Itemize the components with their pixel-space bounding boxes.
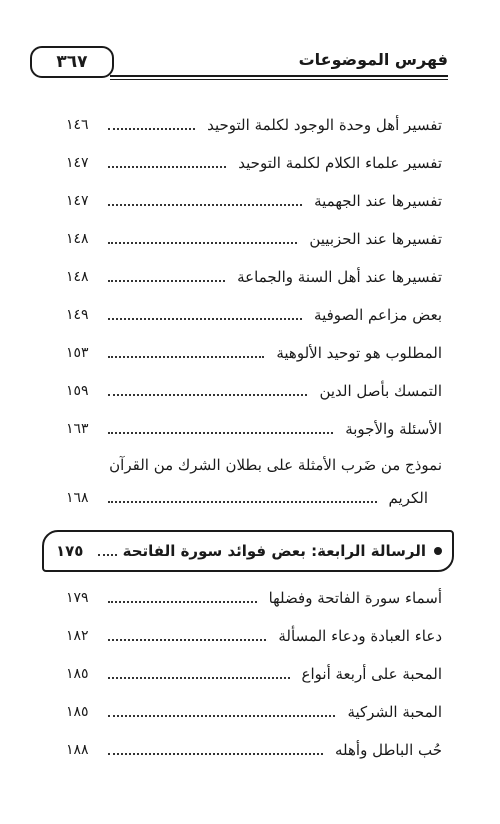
leader-dots	[108, 128, 195, 130]
toc-entry-title: بعض مزاعم الصوفية	[314, 306, 442, 324]
leader-dots	[108, 432, 333, 434]
leader-dots	[108, 753, 323, 755]
toc-entry-title: تفسيرها عند الحزبيين	[309, 230, 442, 248]
toc-entry-title: تفسيرها عند الجهمية	[314, 192, 442, 210]
toc-entry[interactable]	[66, 415, 442, 443]
toc-entry-title: حُب الباطل وأهله	[335, 741, 442, 759]
leader-dots	[108, 280, 225, 282]
leader-dots	[108, 356, 264, 358]
toc-entry[interactable]	[66, 736, 442, 764]
toc-entry[interactable]	[66, 622, 442, 650]
page-header	[30, 44, 448, 82]
toc-entry-title: دعاء العبادة ودعاء المسألة	[278, 627, 442, 645]
toc-entry[interactable]	[66, 149, 442, 177]
toc-entry[interactable]	[66, 301, 442, 329]
toc-entry[interactable]	[66, 111, 442, 139]
toc-entry-title: تفسير أهل وحدة الوجود لكلمة التوحيد	[207, 116, 442, 134]
toc-entry-title: تفسيرها عند أهل السنة والجماعة	[237, 268, 442, 286]
toc-entry[interactable]	[66, 377, 442, 405]
toc-entry-page: ١٦٣	[66, 421, 89, 437]
toc-entry-page: ١٧٩	[66, 590, 89, 606]
toc-entry[interactable]	[66, 698, 442, 726]
section-page: ١٧٥	[56, 542, 84, 560]
leader-dots	[108, 166, 226, 168]
leader-dots	[108, 204, 302, 206]
leader-dots	[108, 601, 257, 603]
toc-entry[interactable]	[66, 225, 442, 253]
toc-entry-title: المحبة على أربعة أنواع	[301, 665, 442, 683]
leader-dots	[108, 242, 297, 244]
leader-dots	[98, 554, 117, 556]
toc-entry-title: المحبة الشركية	[347, 703, 442, 721]
leader-dots	[108, 318, 302, 320]
leader-dots	[108, 394, 307, 396]
toc-entry-page: ١٤٩	[66, 307, 89, 323]
toc-entry-title: أسماء سورة الفاتحة وفضلها	[268, 589, 442, 607]
toc-entry-title: المطلوب هو توحيد الألوهية	[276, 344, 442, 362]
toc-entry[interactable]	[66, 660, 442, 688]
toc-entry-page: ١٦٨	[66, 490, 89, 506]
toc-entry[interactable]	[66, 339, 442, 367]
leader-dots	[108, 715, 335, 717]
toc-entry-page: ١٤٧	[66, 155, 89, 171]
toc-entry-page: ١٨٢	[66, 628, 89, 644]
toc-entry[interactable]	[66, 263, 442, 291]
toc-entry-page: ١٨٥	[66, 666, 89, 682]
toc-entry-title: الأسئلة والأجوبة	[345, 420, 442, 438]
toc-entry-page: ١٤٨	[66, 269, 89, 285]
toc-entry[interactable]	[66, 484, 442, 512]
header-rule	[110, 75, 448, 77]
header-rule-thin	[110, 79, 448, 80]
page-number: ٣٦٧	[30, 46, 114, 78]
leader-dots	[108, 501, 377, 503]
toc-entry-page: ١٤٧	[66, 193, 89, 209]
section-heading[interactable]	[42, 530, 454, 572]
toc-entry[interactable]	[66, 187, 442, 215]
toc-entry-title: تفسير علماء الكلام لكلمة التوحيد	[238, 154, 442, 172]
toc-entry-page: ١٥٩	[66, 383, 89, 399]
toc-entry-title: الكريم	[388, 489, 428, 507]
running-title: فهرس الموضوعات	[298, 50, 448, 69]
toc-entry-page: ١٥٣	[66, 345, 89, 361]
toc-entry[interactable]	[66, 584, 442, 612]
toc-entry-page: ١٤٨	[66, 231, 89, 247]
toc-entry-multiline-first: نموذج من ضَرب الأمثلة على بطلان الشرك من القرآن	[109, 456, 442, 474]
leader-dots	[108, 639, 266, 641]
toc-entry-page: ١٨٨	[66, 742, 89, 758]
toc-entry-title: التمسك بأصل الدين	[319, 382, 442, 400]
leader-dots	[108, 677, 290, 679]
section-title: الرسالة الرابعة: بعض فوائد سورة الفاتحة	[122, 542, 426, 560]
bullet-icon	[434, 547, 442, 555]
toc-entry-page: ١٤٦	[66, 117, 89, 133]
toc-entry-page: ١٨٥	[66, 704, 89, 720]
